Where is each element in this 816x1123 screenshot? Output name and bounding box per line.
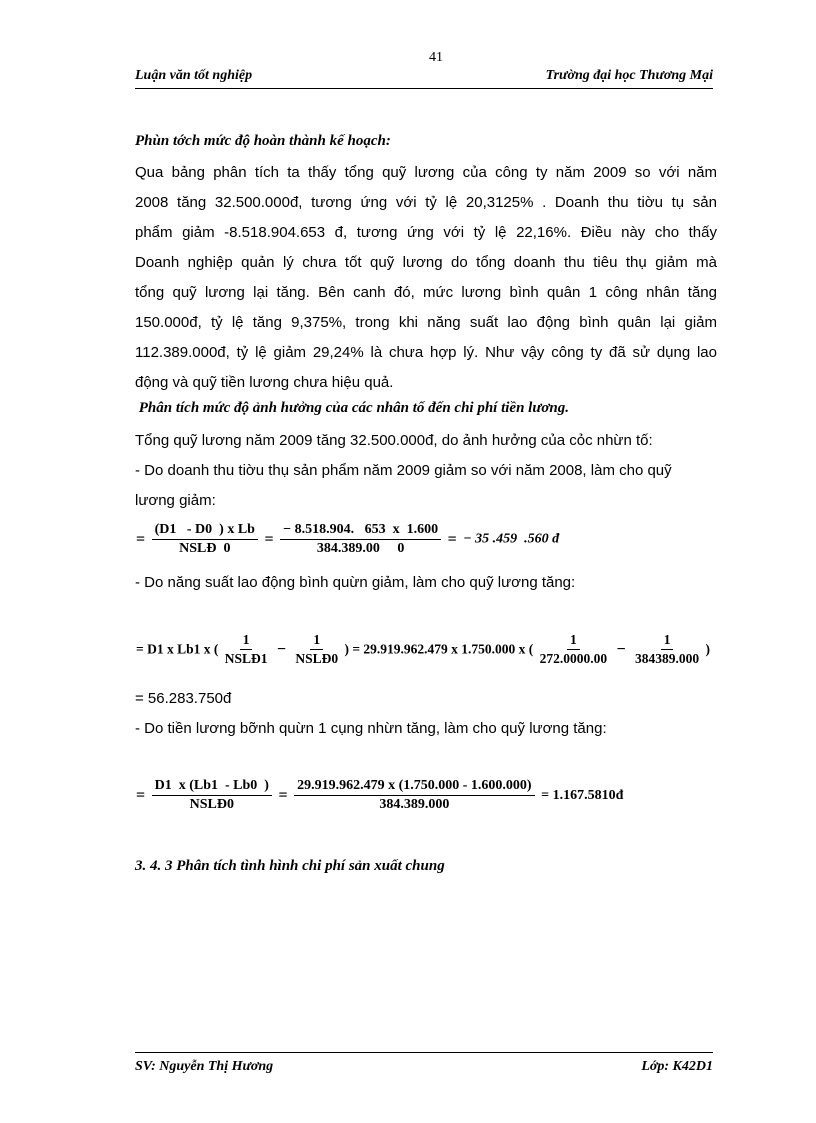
fraction (292, 632, 341, 667)
fraction-denominator: NSLĐ0 (189, 797, 234, 812)
page-header (135, 68, 713, 89)
paragraph-line: Qua bảng phân tích ta thấy tổng quỹ lương của công ty năm 2009 so với năm (135, 164, 717, 181)
section-heading-overhead-costs: 3. 4. 3 Phân tích tình hình chi phí sản xuất chung (135, 858, 445, 874)
paragraph-line: động và quỹ tiền lương chưa hiệu quả. (135, 374, 394, 391)
fraction-denominator: 384.389.000 (379, 797, 450, 812)
fraction (152, 522, 258, 557)
factor3-line: - Do tiền lương bỡnh quừn 1 cụng nhừn tăng, làm cho quỹ lương tăng: (135, 720, 607, 737)
page-footer (135, 1052, 713, 1075)
fraction-numerator: 1 (567, 632, 580, 650)
fraction-denominator: 272.0000.00 (539, 651, 608, 666)
equals-sign: = (136, 786, 146, 804)
section-heading-factor-analysis: Phân tích mức độ ảnh hưởng của các nhân tố đến chi phí tiền lương. (135, 400, 569, 416)
fraction-denominator: NSLĐ0 (295, 651, 339, 666)
equation-wage-effect (133, 778, 623, 813)
minus-sign: − (616, 640, 626, 658)
fraction-denominator: NSLĐ 0 (179, 541, 231, 556)
factor1-line: - Do doanh thu tiờu thụ sản phẩm năm 2009 giảm so với năm 2008, làm cho quỹ (135, 462, 672, 479)
paragraph-line: 2008 tăng 32.500.000đ, tương ứng với tỷ lệ 20,3125% . Doanh thu tiờu tụ sản (135, 194, 717, 211)
equation-result: = 1.167.5810đ (541, 787, 624, 803)
result-line: = 56.283.750đ (135, 690, 232, 707)
paragraph-line: 150.000đ, tỷ lệ tăng 9,375%, trong khi năng suất lao động bình quân lại giảm (135, 314, 717, 331)
section-heading-plan-completion: Phùn tớch mức độ hoàn thành kế hoạch: (135, 133, 391, 149)
fraction-numerator: 1 (310, 632, 323, 650)
equals-sign: = (447, 530, 457, 548)
fraction-numerator: 29.919.962.479 x (1.750.000 - 1.600.000) (294, 778, 535, 796)
fraction-numerator: D1 x (Lb1 - Lb0 ) (152, 778, 272, 796)
fraction (152, 778, 272, 813)
equals-sign: = (278, 786, 288, 804)
fraction (632, 632, 702, 667)
fraction (294, 778, 535, 813)
equation-middle: ) = 29.919.962.479 x 1.750.000 x ( (344, 641, 534, 657)
header-thesis-title: Luận văn tốt nghiệp (135, 68, 253, 83)
footer-class: Lớp: K42D1 (641, 1059, 713, 1074)
fraction-denominator: NSLĐ1 (224, 651, 268, 666)
factor-intro-block (135, 426, 717, 516)
fraction-numerator: − 8.518.904. 653 x 1.600 (280, 522, 441, 540)
section-paragraph (135, 158, 717, 398)
equation-revenue-effect (133, 522, 559, 557)
fraction (537, 632, 611, 667)
equals-sign: = (264, 530, 274, 548)
paragraph-line: phẩm giảm -8.518.904.653 đ, tương ứng với tỷ lệ 22,16%. Điều này cho thấy (135, 224, 717, 241)
page-number: 41 (429, 50, 443, 65)
paragraph-line: Doanh nghiệp quản lý chưa tốt quỹ lương do tổng doanh thu tiêu thụ giảm mà (135, 254, 717, 271)
equation-close: ) (705, 641, 711, 657)
fraction-numerator: (D1 - D0 ) x Lb (152, 522, 258, 540)
minus-sign: − (276, 640, 286, 658)
paragraph-line: tổng quỹ lương lại tăng. Bên canh đó, mức lương bình quân 1 công nhân tăng (135, 284, 717, 301)
equals-sign: = (136, 530, 146, 548)
footer-student-name: SV: Nguyễn Thị Hương (135, 1059, 274, 1074)
factor1-line: lương giảm: (135, 492, 216, 509)
fraction-numerator: 1 (240, 632, 253, 650)
equation-result: − 35 .459 .560 đ (463, 531, 560, 547)
fraction-numerator: 1 (661, 632, 674, 650)
paragraph-line: 112.389.000đ, tỷ lệ giảm 29,24% là chưa hợp lý. Như vậy công ty đã sử dụng lao (135, 344, 717, 361)
fraction (222, 632, 271, 667)
fraction-denominator: 384389.000 (635, 651, 700, 666)
fraction-denominator: 384.389.00 0 (316, 541, 405, 556)
factor2-line: - Do năng suất lao động bình quừn giảm, làm cho quỹ lương tăng: (135, 574, 576, 591)
fraction (280, 522, 441, 557)
intro-line: Tổng quỹ lương năm 2009 tăng 32.500.000đ, do ảnh hưởng của cỏc nhừn tố: (135, 432, 653, 449)
equation-productivity-effect (136, 632, 710, 667)
header-university: Trường đại học Thương Mại (545, 68, 713, 83)
equation-lead: = D1 x Lb1 x ( (136, 641, 219, 657)
